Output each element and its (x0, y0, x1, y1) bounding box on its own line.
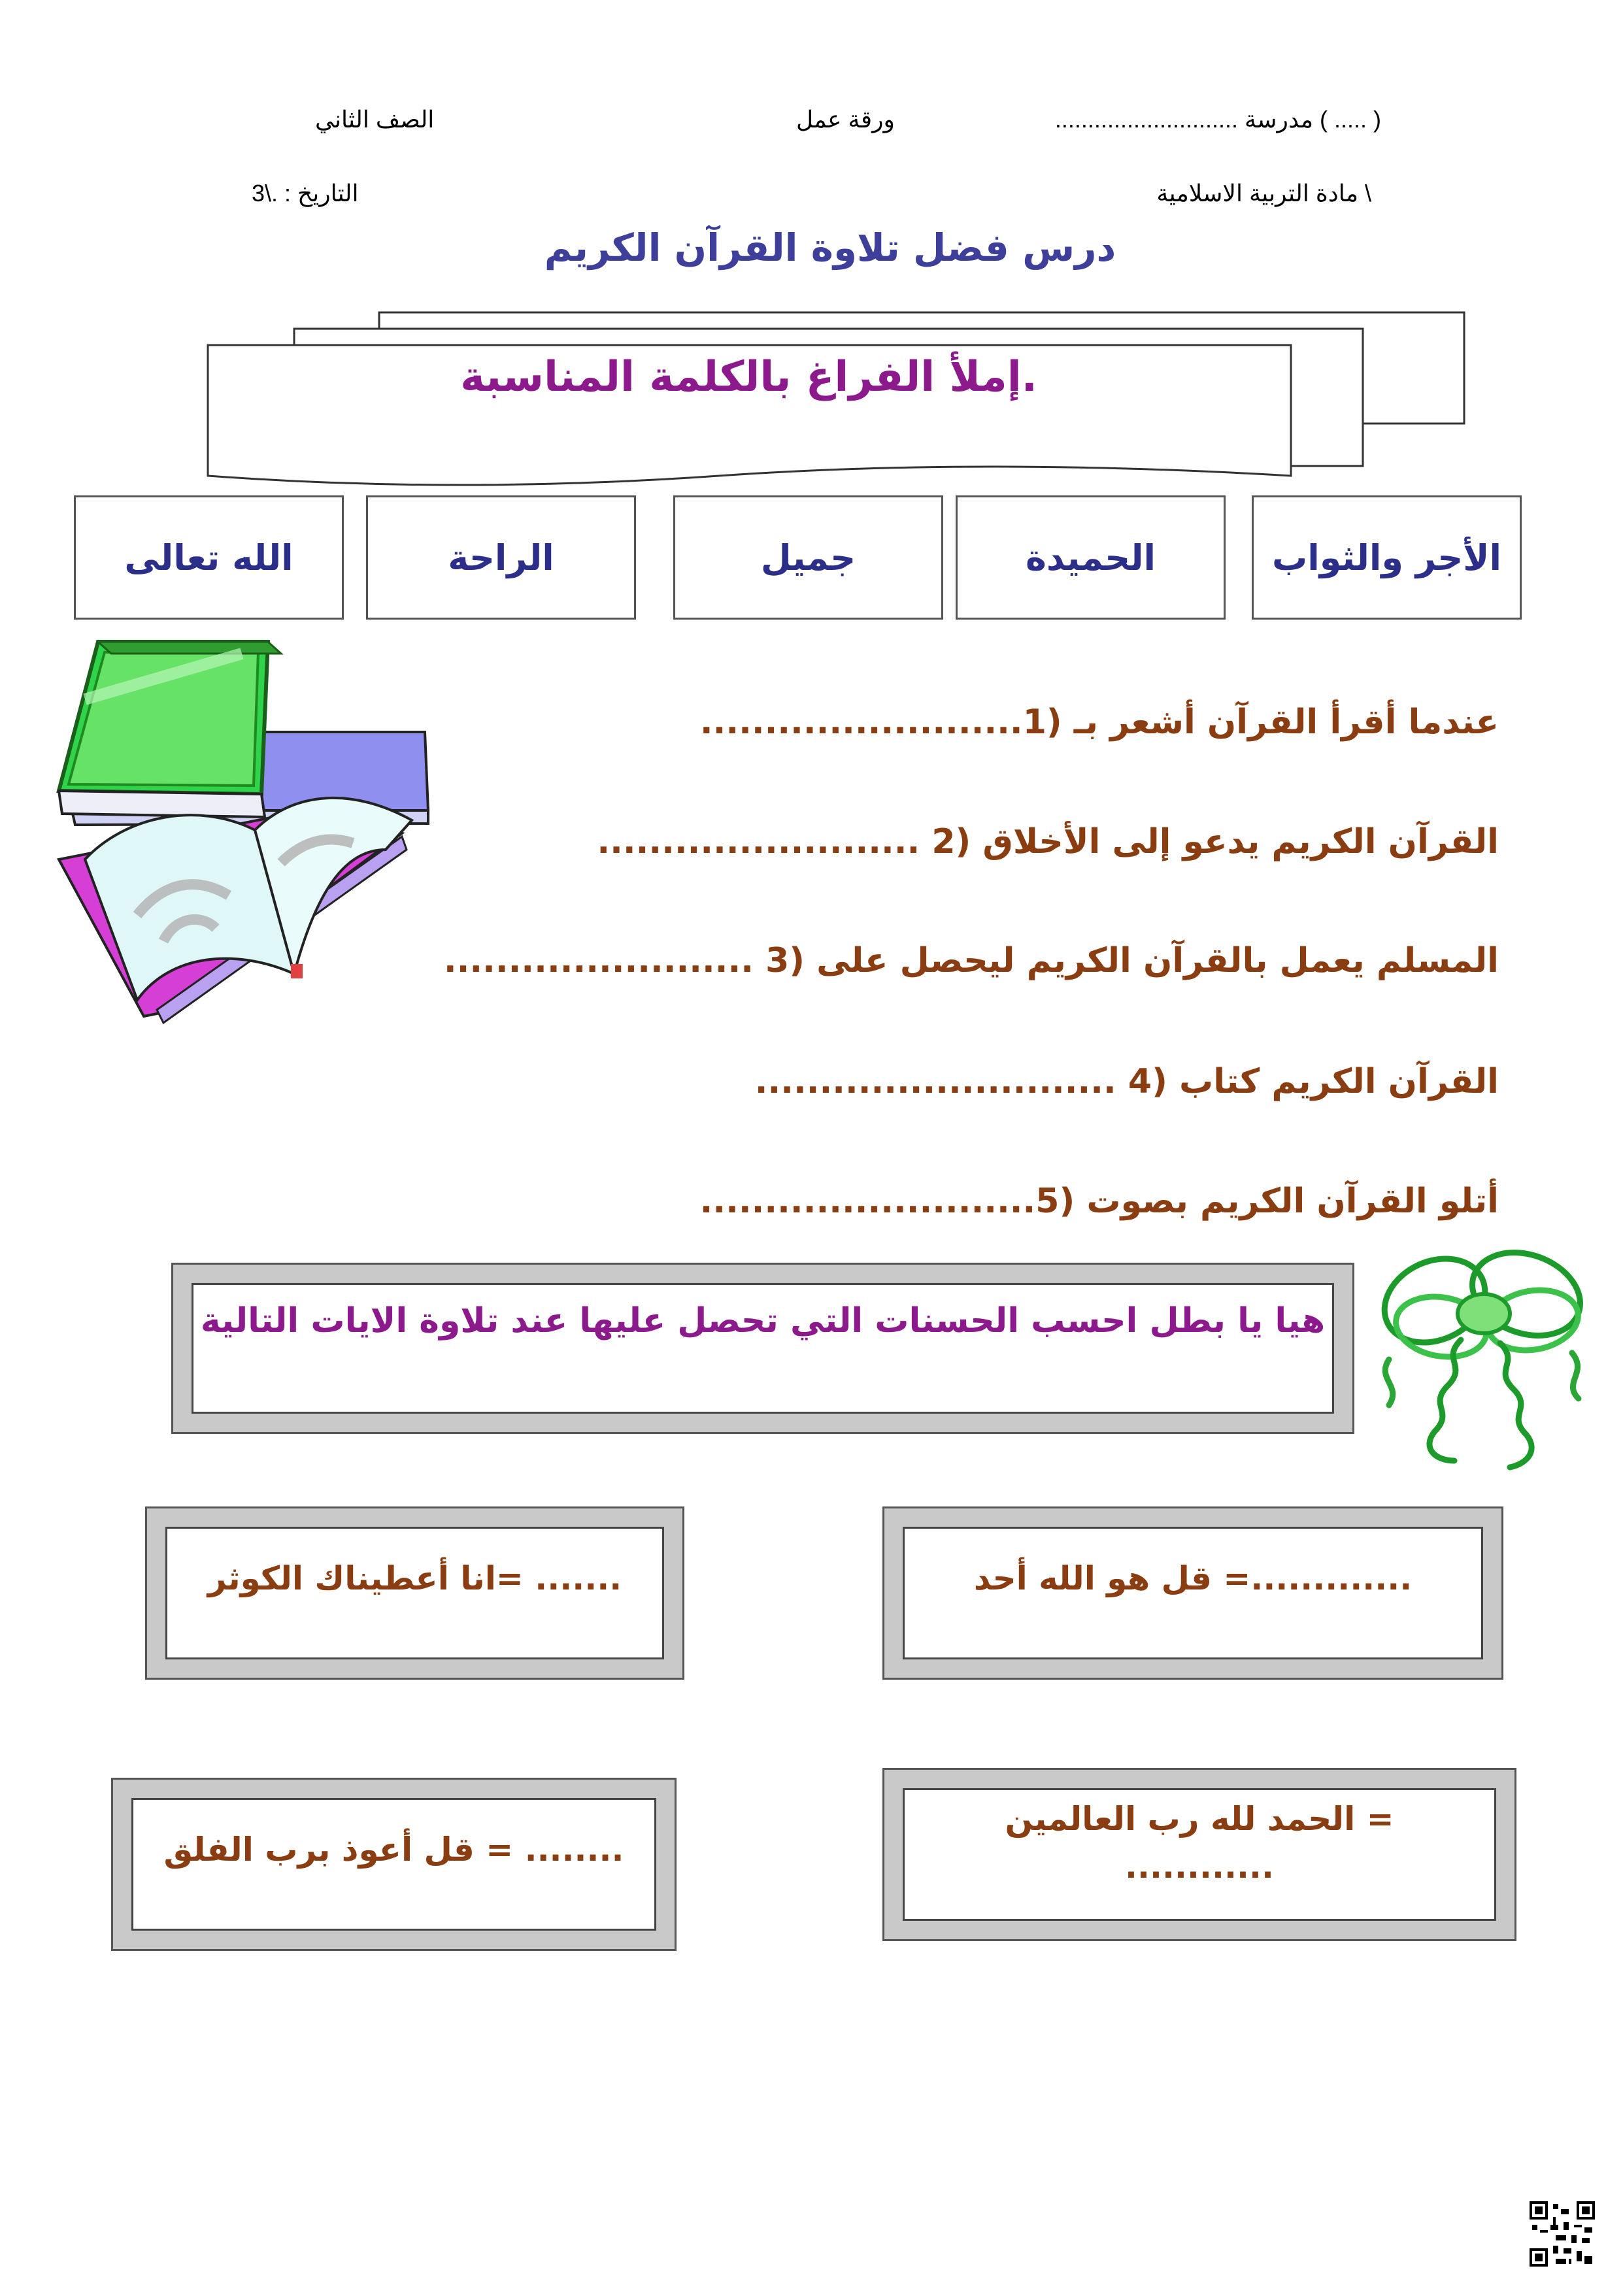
word-bank-box-4 (366, 495, 636, 620)
qr-code-icon (1530, 2201, 1595, 2267)
word-bank-word: الأجر والثواب (1271, 537, 1502, 578)
verse-fatiha: = الحمد لله رب العالمين (1005, 1800, 1394, 1838)
word-bank-word: الحميدة (1025, 537, 1156, 578)
verse-kawthar: ....... =انا أعطيناك الكوثر (207, 1559, 622, 1597)
grade-label: الصف الثاني (315, 106, 435, 133)
subject-label: \ مادة التربية الاسلامية (1156, 180, 1371, 207)
word-bank-word: الله تعالى (124, 537, 293, 578)
question-1: عندما أقرأ القرآن أشعر بـ (1......................... (699, 703, 1499, 742)
verse-box-fatiha (882, 1768, 1516, 1941)
worksheet-label: ورقة عمل (796, 106, 895, 133)
question-4: القرآن الكريم كتاب (4 ............................ (754, 1062, 1499, 1101)
verse-box-kawthar (145, 1506, 684, 1680)
verse-falaq: ........ = قل أعوذ برب الفلق (163, 1831, 624, 1869)
task-heading-box (171, 1263, 1354, 1434)
question-3: المسلم يعمل بالقرآن الكريم ليحصل على (3 ........................ (443, 941, 1499, 980)
word-bank-box-1 (1252, 495, 1522, 620)
word-bank-box-2 (956, 495, 1226, 620)
verse-box-ikhlas (882, 1506, 1503, 1680)
word-bank-word: جميل (760, 537, 856, 578)
instruction-text: .إملأ الفراغ بالكلمة المناسبة (460, 353, 1037, 401)
task-heading: هيا يا بطل احسب الحسنات التي تحصل عليها عند تلاوة الايات التالية (200, 1301, 1326, 1340)
word-bank-box-5 (74, 495, 344, 620)
verse-ikhlas: .............= قل هو الله أحد (973, 1559, 1413, 1597)
word-bank-word: الراحة (448, 537, 554, 578)
word-bank-box-3 (673, 495, 943, 620)
verse-box-falaq (111, 1778, 677, 1951)
verse-fatiha-blank: ............ (1125, 1847, 1274, 1886)
date-field: التاريخ : .\3 (252, 180, 359, 207)
green-ribbon-bow-icon (1363, 1229, 1611, 1484)
question-5: أتلو القرآن الكريم بصوت (5.......................... (699, 1182, 1499, 1221)
lesson-title: درس فضل تلاوة القرآن الكريم (544, 225, 1116, 270)
books-illustration-icon (46, 634, 451, 1026)
question-2: القرآن الكريم يدعو إلى الأخلاق (2 ......................... (597, 822, 1499, 861)
instruction-banner (196, 307, 1471, 497)
school-name-field: ( ..... ) مدرسة ............................ (1054, 106, 1381, 133)
